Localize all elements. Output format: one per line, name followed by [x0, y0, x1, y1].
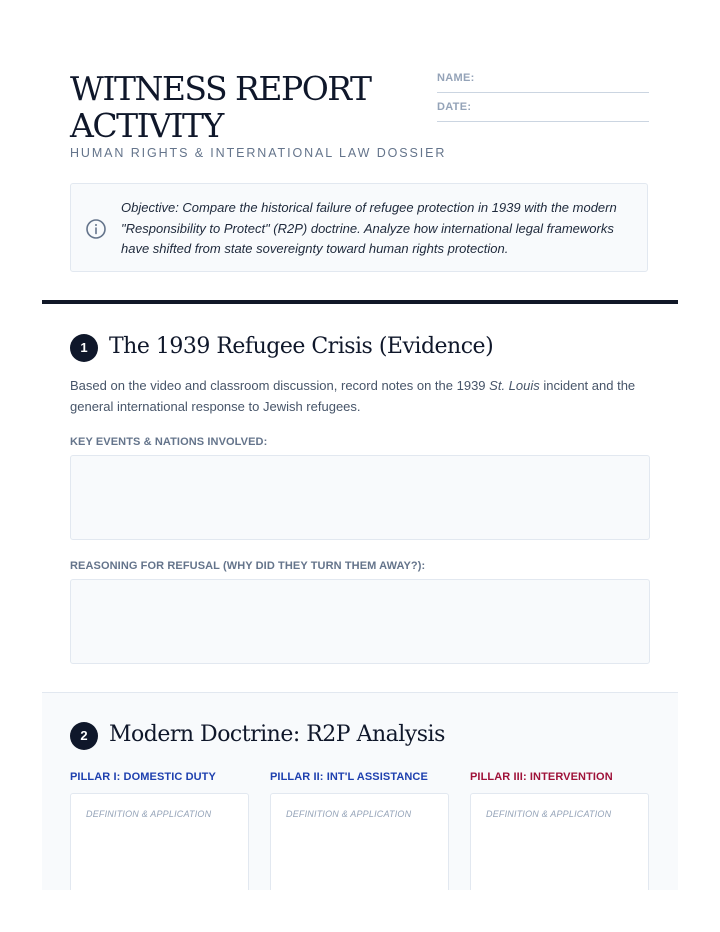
page-subtitle: HUMAN RIGHTS & INTERNATIONAL LAW DOSSIER	[70, 146, 447, 160]
name-field[interactable]	[437, 70, 649, 93]
pillar-1-input[interactable]	[70, 793, 249, 890]
r2p-section	[42, 692, 678, 890]
pillar-2-placeholder: DEFINITION & APPLICATION	[286, 809, 412, 819]
pillar-3-placeholder: DEFINITION & APPLICATION	[486, 809, 612, 819]
key-events-label: KEY EVENTS & NATIONS INVOLVED:	[70, 436, 268, 448]
refusal-reasoning-label: REASONING FOR REFUSAL (WHY DID THEY TURN THEM AWAY?):	[70, 560, 426, 572]
date-label: DATE:	[437, 101, 472, 113]
pillar-3-label: PILLAR III: INTERVENTION	[470, 771, 613, 783]
refusal-reasoning-input[interactable]	[70, 579, 650, 664]
section-number-badge: 2	[70, 722, 98, 750]
date-field[interactable]	[437, 99, 649, 122]
section-description: Based on the video and classroom discussion, record notes on the 1939 St. Louis incident and the general international response to Jewish refugees.	[70, 378, 636, 414]
objective-callout	[70, 183, 648, 272]
section-divider	[42, 300, 678, 304]
pillar-3-input[interactable]	[470, 793, 649, 890]
info-icon	[85, 218, 107, 240]
ship-name: St. Louis	[489, 378, 540, 393]
section-number-badge: 1	[70, 334, 98, 362]
pillar-2-input[interactable]	[270, 793, 449, 890]
key-events-input[interactable]	[70, 455, 650, 540]
pillar-2-label: PILLAR II: INT'L ASSISTANCE	[270, 771, 428, 783]
pillar-1-placeholder: DEFINITION & APPLICATION	[86, 809, 212, 819]
page-title: WITNESS REPORT ACTIVITY	[70, 69, 371, 145]
section-title: The 1939 Refugee Crisis (Evidence)	[109, 334, 494, 359]
name-label: NAME:	[437, 72, 475, 84]
objective-text: Objective: Compare the historical failure of refugee protection in 1939 with the modern "Responsibility to Protect" (R2P) doctrine. Analyze how international legal frameworks have shifted from state sovereignty toward human rights protection.	[121, 200, 617, 256]
pillar-1-label: PILLAR I: DOMESTIC DUTY	[70, 771, 216, 783]
worksheet-page	[42, 0, 678, 890]
section-title: Modern Doctrine: R2P Analysis	[109, 722, 445, 747]
